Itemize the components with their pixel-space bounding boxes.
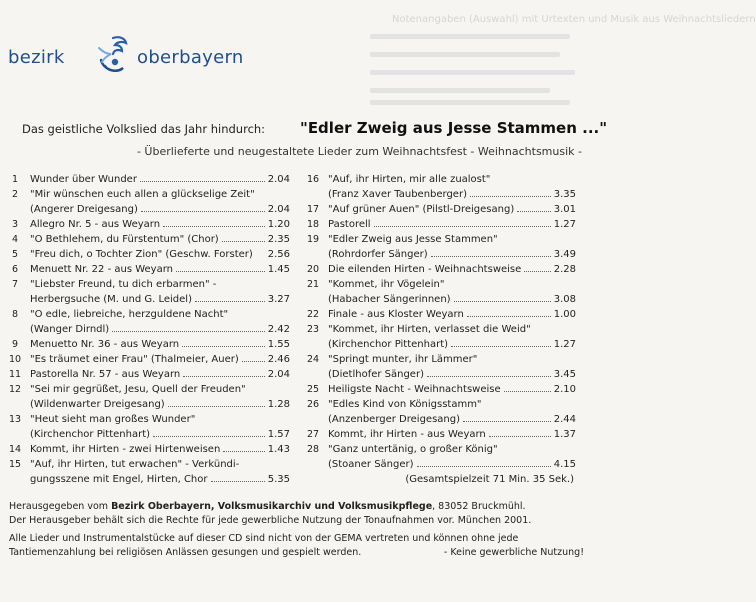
track-title: (Wanger Dirndl): [30, 324, 110, 335]
track-item: [298, 202, 576, 217]
track-title: "Auf, ihr Hirten, tut erwachen" - Verkündi-: [30, 459, 240, 470]
track-title: "Heut sieht man großes Wunder": [30, 414, 196, 425]
dot-leader: [463, 420, 551, 422]
track-number: 16: [306, 174, 320, 185]
logo-text-bezirk: bezirk: [8, 47, 65, 68]
track-title: (Rohrdorfer Sänger): [328, 249, 428, 260]
track-title: (Dietlhofer Sänger): [328, 369, 424, 380]
track-item: [0, 382, 290, 412]
track-title: (Stoaner Sänger): [328, 459, 414, 470]
dot-leader: [211, 480, 265, 482]
track-title: Finale - aus Kloster Weyarn: [328, 309, 464, 320]
bleed-through-line: [370, 34, 570, 39]
track-number: 15: [8, 459, 22, 470]
dot-leader: [163, 225, 265, 227]
track-duration: 5.35: [267, 474, 290, 485]
track-item: [298, 397, 576, 427]
imprint-rights: Der Herausgeber behält sich die Rechte für jede gewerbliche Nutzung der Tonaufnahmen vor. München 2001.: [9, 515, 532, 526]
track-title: "Springt munter, ihr Lämmer": [328, 354, 478, 365]
dot-leader: [451, 345, 551, 347]
track-duration: 1.57: [267, 429, 290, 440]
track-title: Allegro Nr. 5 - aus Weyarn: [30, 219, 161, 230]
track-item: [298, 217, 576, 232]
track-number: 23: [306, 324, 320, 335]
track-duration: 1.43: [267, 444, 290, 455]
track-item: [0, 247, 290, 262]
imprint-no-commercial-use: - Keine gewerbliche Nutzung!: [443, 547, 584, 558]
track-title: "Sei mir gegrüßet, Jesu, Quell der Freuden": [30, 384, 246, 395]
track-item: [0, 187, 290, 217]
track-number: 21: [306, 279, 320, 290]
track-title: "Es träumet einer Frau" (Thalmeier, Auer): [30, 354, 239, 365]
track-number: 8: [11, 309, 19, 320]
track-duration: 1.45: [267, 264, 290, 275]
track-duration: 2.44: [553, 414, 576, 425]
track-duration: 3.01: [553, 204, 576, 215]
imprint-gema-line1: Alle Lieder und Instrumentalstücke auf dieser CD sind nicht von der GEMA vertreten und können ohne jede: [9, 533, 519, 544]
bleed-through-line: [370, 70, 575, 75]
dot-leader: [417, 465, 551, 467]
track-item: [0, 412, 290, 442]
dot-leader: [242, 360, 265, 362]
track-duration: 2.35: [267, 234, 290, 245]
track-item: [298, 232, 576, 262]
track-duration: 3.35: [553, 189, 576, 200]
track-number: 19: [306, 234, 320, 245]
tracklist-right: [298, 172, 576, 487]
imprint-publisher: [9, 500, 584, 528]
track-title: (Angerer Dreigesang): [30, 204, 138, 215]
track-item: [0, 277, 290, 307]
series-title: Das geistliche Volkslied das Jahr hindurch:: [22, 122, 266, 136]
dot-leader: [153, 435, 265, 437]
title-line: [0, 119, 608, 143]
track-title: Menuetto Nr. 36 - aus Weyarn: [30, 339, 180, 350]
track-title: "Edler Zweig aus Jesse Stammen": [328, 234, 498, 245]
track-item: [0, 217, 290, 232]
track-title: (Kirchenchor Pittenhart): [328, 339, 449, 350]
imprint-publisher-name: Bezirk Oberbayern, Volksmusikarchiv und Volksmusikpflege: [111, 501, 433, 512]
imprint-publisher-address: , 83052 Bruckmühl.: [432, 501, 526, 512]
track-duration: 3.27: [267, 294, 290, 305]
track-title: "Liebster Freund, tu dich erbarmen" -: [30, 279, 217, 290]
dot-leader: [222, 240, 265, 242]
track-title: (Franz Xaver Taubenberger): [328, 189, 467, 200]
dot-leader: [223, 450, 264, 452]
track-number: 10: [8, 354, 22, 365]
track-duration: 2.04: [267, 369, 290, 380]
track-item: [298, 262, 576, 277]
dot-leader: [524, 270, 550, 272]
track-number: 18: [306, 219, 320, 230]
track-duration: 2.04: [267, 204, 290, 215]
dot-leader: [374, 225, 551, 227]
track-title: Wunder über Wunder: [30, 174, 137, 185]
track-item: [0, 352, 290, 367]
track-number: 5: [11, 249, 19, 260]
track-number: 3: [11, 219, 19, 230]
track-number: 13: [8, 414, 22, 425]
track-duration: 1.55: [267, 339, 290, 350]
track-title: (Habacher Sängerinnen): [328, 294, 451, 305]
dot-leader: [195, 300, 265, 302]
track-number: 11: [8, 369, 22, 380]
dot-leader: [141, 210, 265, 212]
track-title: (Kirchenchor Pittenhart): [30, 429, 151, 440]
track-number: 1: [11, 174, 19, 185]
album-title: "Edler Zweig aus Jesse Stammen ...": [300, 119, 608, 137]
imprint-publisher-prefix: Herausgegeben vom: [9, 501, 112, 512]
track-title: Kommt, ihr Hirten - aus Weyarn: [328, 429, 486, 440]
track-title: Heiligste Nacht - Weihnachtsweise: [328, 384, 501, 395]
track-title: Herbergsuche (M. und G. Leidel): [30, 294, 192, 305]
track-title: "O edle, liebreiche, herzguldene Nacht": [30, 309, 229, 320]
dot-leader: [183, 375, 265, 377]
track-number: 2: [11, 189, 19, 200]
bleed-through-heading: Notenangaben (Auswahl) mit Urtexten und Musik aus Weihnachtsliedern: [392, 14, 756, 25]
track-duration: 2.42: [267, 324, 290, 335]
track-duration: 4.15: [553, 459, 576, 470]
track-item: [0, 457, 290, 487]
track-item: [0, 442, 290, 457]
total-playtime: (Gesamtspielzeit 71 Min. 35 Sek.): [405, 474, 574, 485]
track-item: [298, 442, 576, 472]
track-title: "Auf, ihr Hirten, mir alle zualost": [328, 174, 491, 185]
imprint-gema: [9, 532, 584, 560]
track-title: gungsszene mit Engel, Hirten, Chor: [30, 474, 208, 485]
track-title: Die eilenden Hirten - Weihnachtsweise: [328, 264, 522, 275]
track-duration: 2.28: [553, 264, 576, 275]
track-duration: 3.08: [553, 294, 576, 305]
track-title: Pastorella Nr. 57 - aus Weyarn: [30, 369, 181, 380]
track-item: [298, 307, 576, 322]
track-item: [0, 262, 290, 277]
track-number: 26: [306, 399, 320, 410]
track-number: 24: [306, 354, 320, 365]
track-number: 20: [306, 264, 320, 275]
track-duration: 3.49: [553, 249, 576, 260]
track-number: 7: [11, 279, 19, 290]
track-duration: 1.27: [553, 339, 576, 350]
track-duration: 3.45: [553, 369, 576, 380]
logo-text-oberbayern: oberbayern: [137, 47, 244, 68]
dot-leader: [176, 270, 265, 272]
track-item: [298, 382, 576, 397]
tracklist-left: [0, 172, 290, 487]
track-number: 27: [306, 429, 320, 440]
track-title: (Anzenberger Dreigesang): [328, 414, 460, 425]
track-number: 14: [8, 444, 22, 455]
track-title: "Ganz untertänig, o großer König": [328, 444, 498, 455]
dot-leader: [168, 405, 265, 407]
track-number: 4: [11, 234, 19, 245]
dot-leader: [112, 330, 265, 332]
track-title: "Mir wünschen euch allen a glückselige Zeit": [30, 189, 255, 200]
track-item: [298, 322, 576, 352]
track-title: Pastorell: [328, 219, 371, 230]
track-number: 9: [11, 339, 19, 350]
imprint-gema-line2: Tantiemenzahlung bei religiösen Anlässen gesungen und gespielt werden.: [9, 547, 362, 558]
track-number: 25: [306, 384, 320, 395]
dot-leader: [470, 195, 551, 197]
track-item: [298, 352, 576, 382]
track-duration: 2.04: [267, 174, 290, 185]
track-title: "Kommet, ihr Vögelein": [328, 279, 445, 290]
track-title: "Edles Kind von Königsstamm": [328, 399, 482, 410]
track-title: "Auf grüner Auen" (Pilstl-Dreigesang): [328, 204, 515, 215]
track-title: Kommt, ihr Hirten - zwei Hirtenweisen: [30, 444, 221, 455]
track-item: [298, 427, 576, 442]
bezirk-oberbayern-logo-icon: [93, 34, 133, 78]
dot-leader: [454, 300, 551, 302]
track-title: (Wildenwarter Dreigesang): [30, 399, 165, 410]
track-title: "Freu dich, o Tochter Zion" (Geschw. Forster): [30, 249, 253, 260]
track-item: [0, 337, 290, 352]
track-number: 28: [306, 444, 320, 455]
album-tagline: - Überlieferte und neugestaltete Lieder zum Weihnachtsfest - Weihnachtsmusik -: [136, 145, 582, 158]
imprint: [9, 500, 584, 564]
track-item: [0, 232, 290, 247]
track-number: 6: [11, 264, 19, 275]
bleed-through-line: [370, 100, 570, 105]
track-item: [0, 172, 290, 187]
track-duration: 1.37: [553, 429, 576, 440]
dot-leader: [504, 390, 551, 392]
track-title: "O Bethlehem, du Fürstentum" (Chor): [30, 234, 219, 245]
track-item: [298, 277, 576, 307]
track-duration: 2.10: [553, 384, 576, 395]
track-duration: 1.20: [267, 219, 290, 230]
track-title: "Kommet, ihr Hirten, verlasset die Weid": [328, 324, 531, 335]
track-item: [0, 307, 290, 337]
track-duration: 1.00: [553, 309, 576, 320]
track-number: 12: [8, 384, 22, 395]
dot-leader: [427, 375, 551, 377]
dot-leader: [140, 180, 265, 182]
dot-leader: [467, 315, 551, 317]
dot-leader: [489, 435, 551, 437]
track-duration: 1.28: [267, 399, 290, 410]
dot-leader: [182, 345, 265, 347]
track-item: [0, 367, 290, 382]
bleed-through-line: [370, 88, 550, 93]
track-title: Menuett Nr. 22 - aus Weyarn: [30, 264, 173, 275]
track-number: 22: [306, 309, 320, 320]
dot-leader: [517, 210, 550, 212]
track-number: 17: [306, 204, 320, 215]
track-item: [298, 172, 576, 202]
bleed-through-line: [370, 52, 560, 57]
track-duration: 2.56: [267, 249, 290, 260]
track-duration: 2.46: [267, 354, 290, 365]
track-duration: 1.27: [553, 219, 576, 230]
dot-leader: [431, 255, 551, 257]
